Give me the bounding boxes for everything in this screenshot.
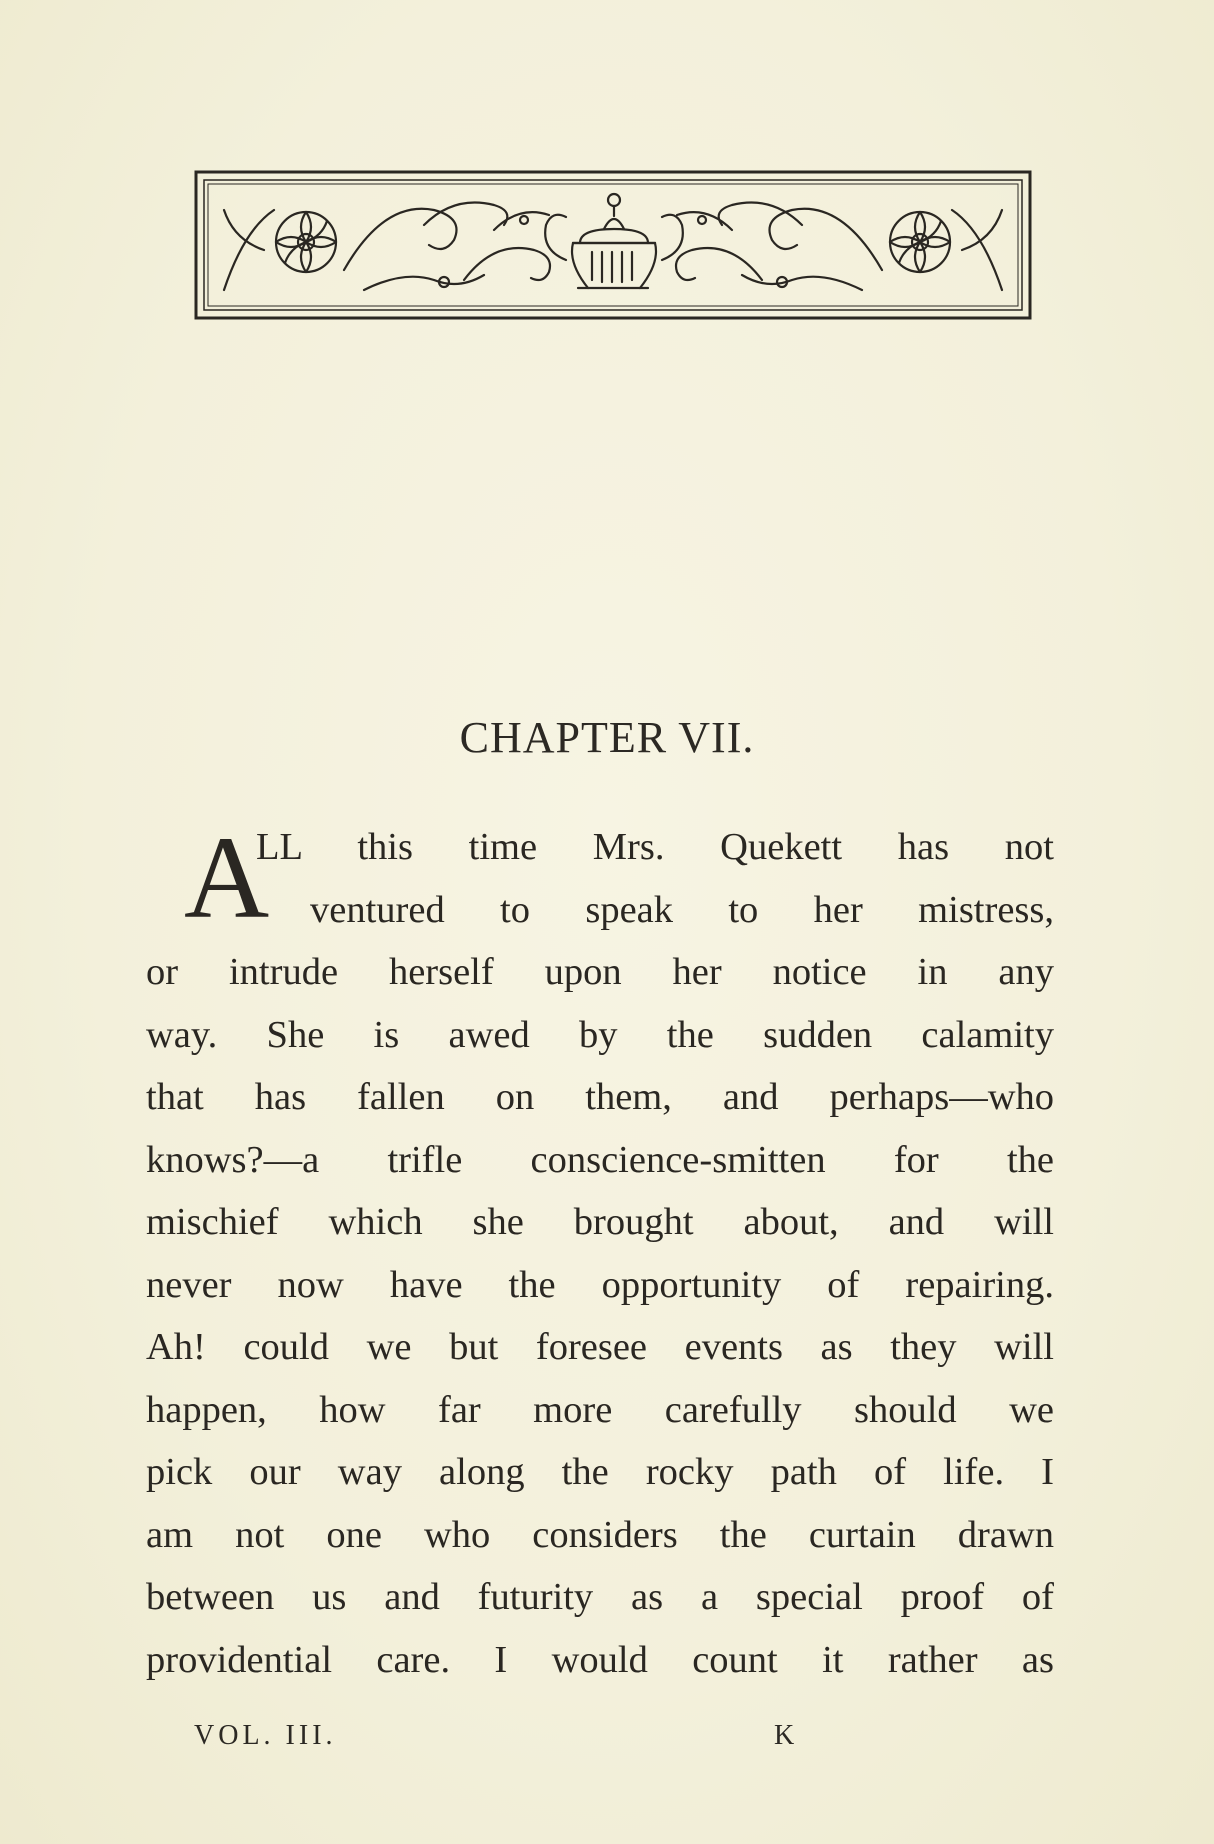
body-line-6: knows?—a trifle conscience-smitten for the xyxy=(146,1138,1054,1181)
first-line-text: LL this time Mrs. Quekett has not xyxy=(256,826,1054,868)
drop-cap: A xyxy=(184,812,270,943)
body-line-12: am not one who considers the curtain drawn xyxy=(146,1513,1054,1556)
body-line-5: that has fallen on them, and perhaps—who xyxy=(146,1076,1054,1118)
body-line-7: mischief which she brought about, and will xyxy=(146,1201,1054,1243)
body-line-2: ventured to speak to her mistress, xyxy=(310,888,1054,931)
chapter-body xyxy=(146,812,1054,1691)
body-line-9: Ah! could we but foresee events as they will xyxy=(146,1326,1054,1368)
floral-urn-headpiece-icon xyxy=(194,170,1032,320)
body-line-4: way. She is awed by the sudden calamity xyxy=(146,1013,1054,1056)
body-line-11: pick our way along the rocky path of life. I xyxy=(146,1451,1054,1493)
body-line-8: never now have the opportunity of repairing. xyxy=(146,1263,1054,1306)
chapter-heading: CHAPTER VII. xyxy=(459,713,755,762)
volume-signature: VOL. III. xyxy=(194,1720,337,1751)
body-line-14: providential care. I would count it rather as xyxy=(146,1638,1054,1681)
body-line-3: or intrude herself upon her notice in any xyxy=(146,951,1054,993)
body-line-10: happen, how far more carefully should we xyxy=(146,1388,1054,1431)
body-line-13: between us and futurity as a special proof of xyxy=(146,1576,1054,1618)
gathering-signature: K xyxy=(774,1720,795,1751)
